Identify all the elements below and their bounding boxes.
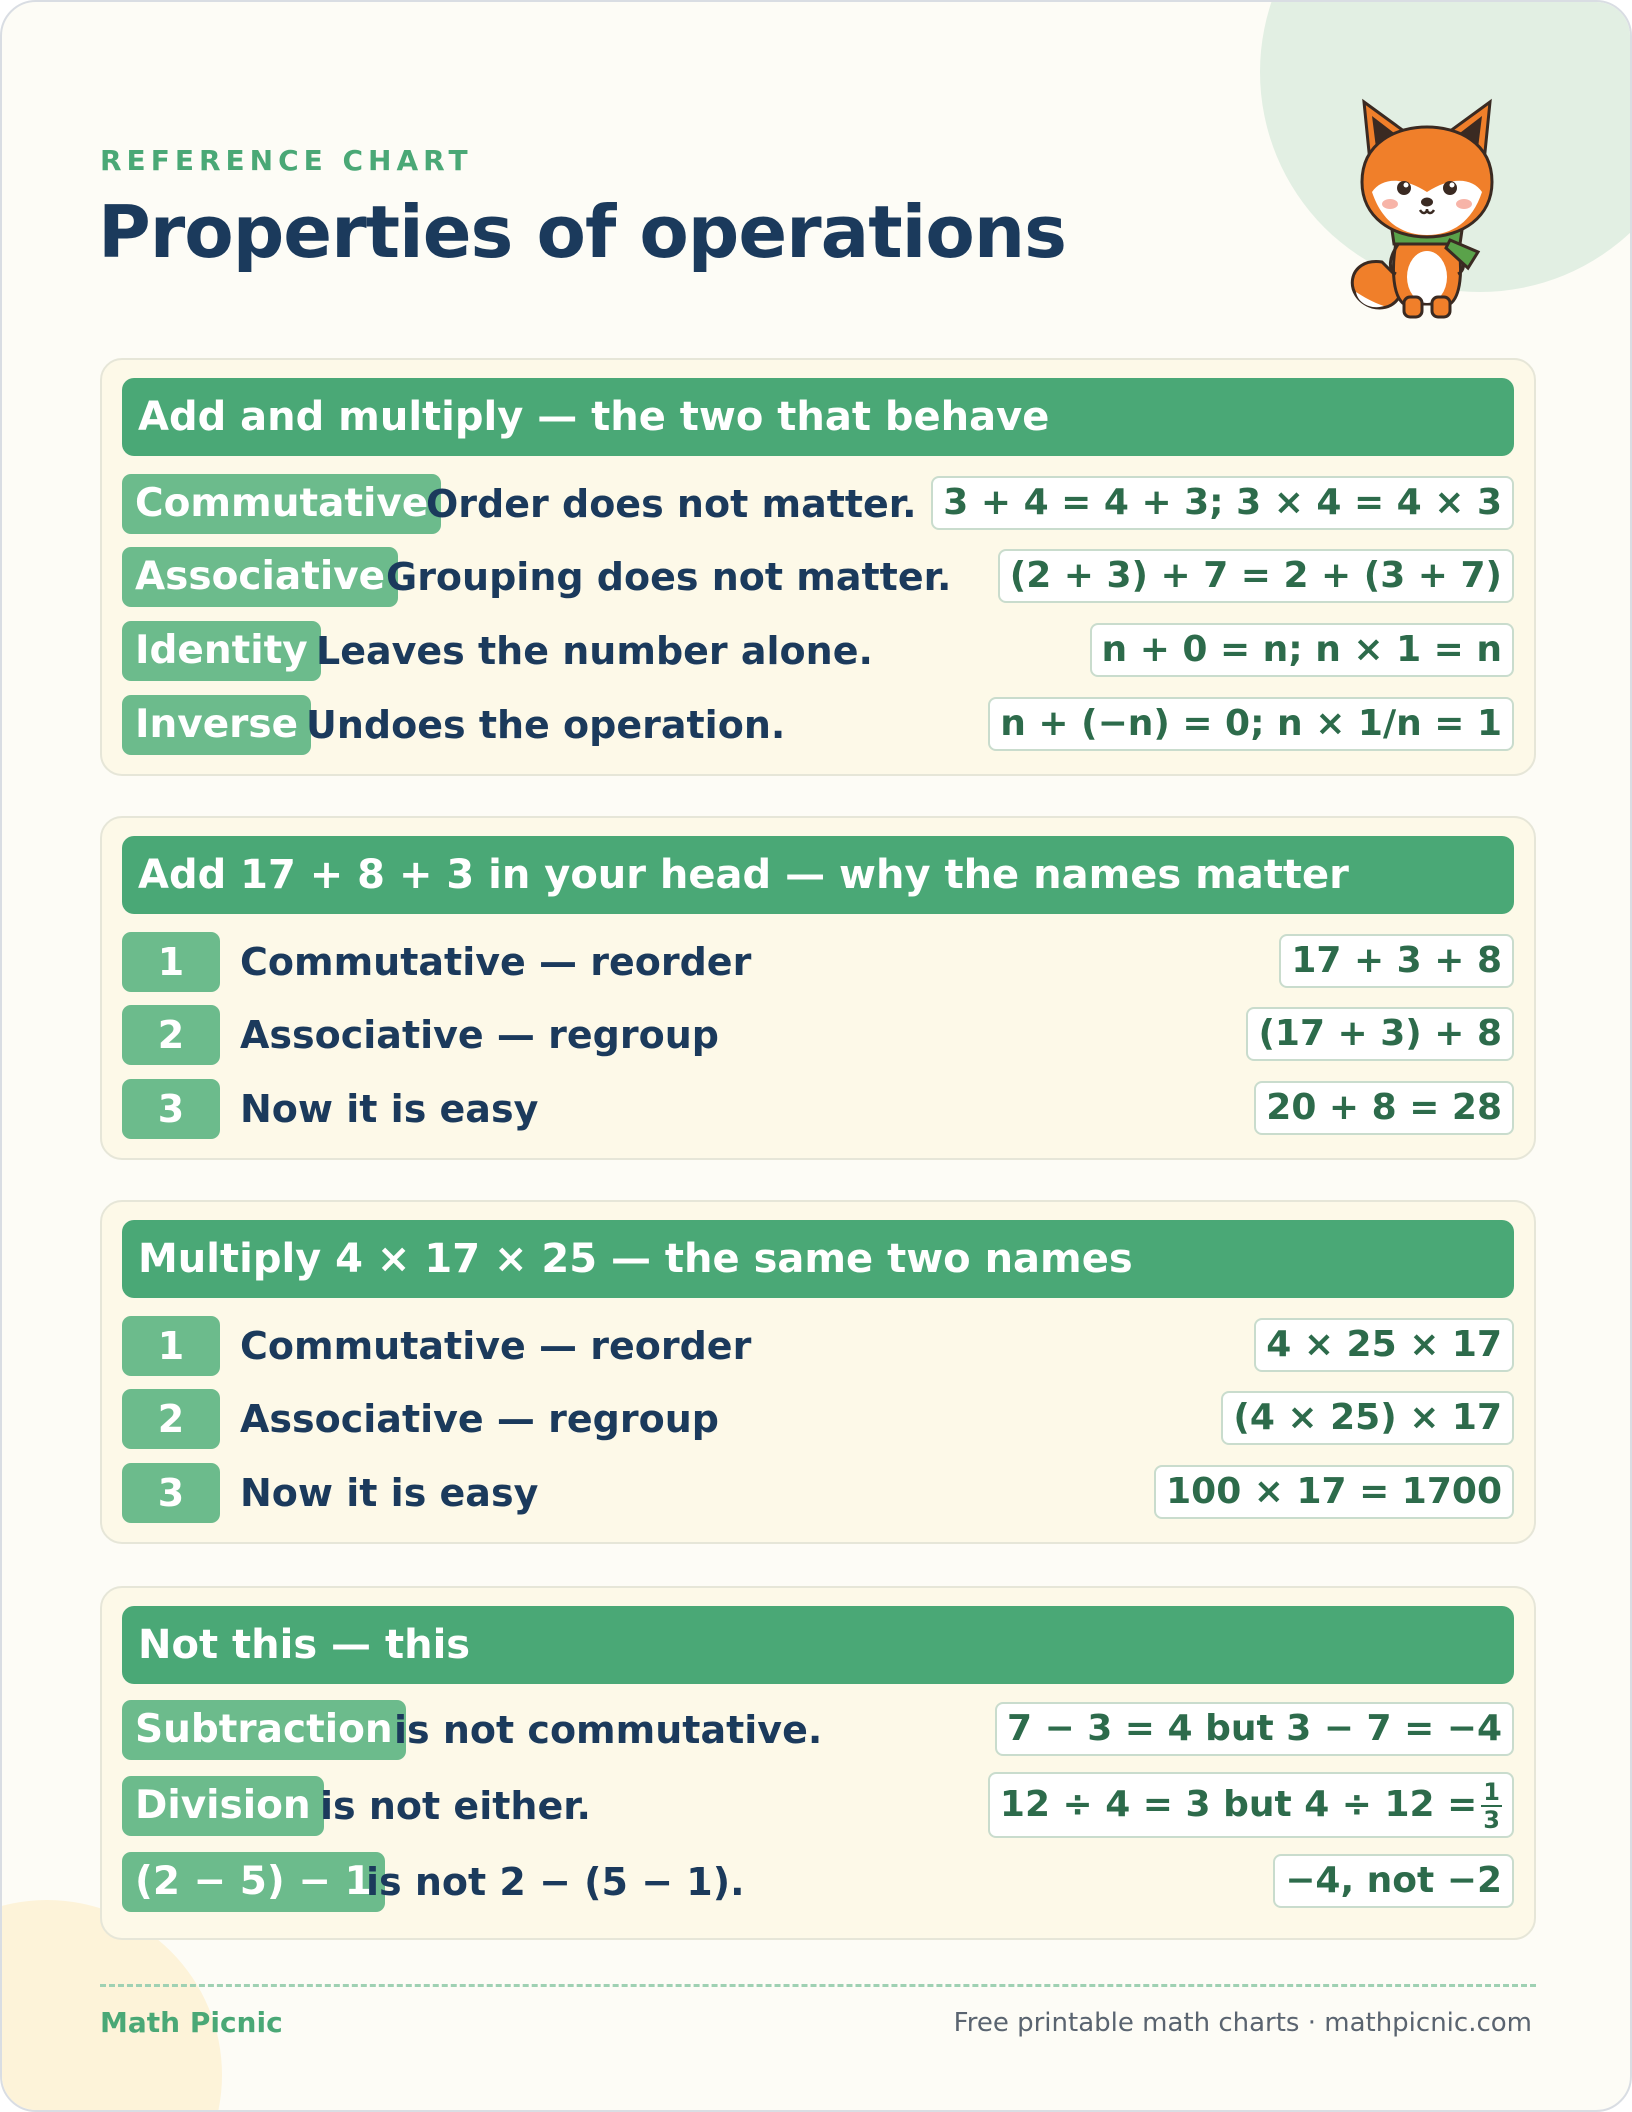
counterexample-tag: Division [122,1776,324,1836]
step-formula: 20 + 8 = 28 [1254,1081,1514,1135]
section-heading: Add and multiply — the two that behave [122,378,1514,456]
step-row [122,1389,1514,1449]
section-card-not-this [100,1586,1536,1940]
counterexample-formula [988,1772,1514,1838]
counterexample-description: is not 2 − (5 − 1). [366,1860,745,1904]
section-card-multiplication-example [100,1200,1536,1544]
step-description: Now it is easy [240,1471,539,1515]
property-description: Undoes the operation. [306,703,786,747]
step-row [122,1316,1514,1376]
step-description: Associative — regroup [240,1013,719,1057]
step-row [122,932,1514,992]
footer-brand: Math Picnic [100,2006,283,2039]
property-tag: Associative [122,547,398,607]
step-number: 2 [122,1389,220,1449]
property-row-commutative [122,474,1514,534]
step-row [122,1005,1514,1065]
step-number: 3 [122,1079,220,1139]
eyebrow-label: REFERENCE CHART [100,144,473,177]
section-heading: Not this — this [122,1606,1514,1684]
step-number: 2 [122,1005,220,1065]
property-formula: n + (−n) = 0; n × 1/n = 1 [988,697,1514,751]
counterexample-description: is not either. [320,1784,591,1828]
page-title: Properties of operations [98,190,1066,274]
property-formula: (2 + 3) + 7 = 2 + (3 + 7) [998,549,1514,603]
property-formula: 3 + 4 = 4 + 3; 3 × 4 = 4 × 3 [931,476,1514,530]
property-row-associative [122,547,1514,607]
step-number: 1 [122,1316,220,1376]
fraction-numerator: 1 [1483,1778,1500,1806]
fraction-one-third [1481,1779,1502,1833]
step-description: Associative — regroup [240,1397,719,1441]
counterexample-row-subtraction [122,1700,1514,1760]
step-formula: (17 + 3) + 8 [1246,1007,1514,1061]
step-description: Commutative — reorder [240,1324,752,1368]
counterexample-row-division [122,1776,1514,1836]
property-tag: Inverse [122,695,311,755]
counterexample-formula: 7 − 3 = 4 but 3 − 7 = −4 [995,1702,1514,1756]
section-heading: Add 17 + 8 + 3 in your head — why the names matter [122,836,1514,914]
property-tag: Commutative [122,474,441,534]
property-formula: n + 0 = n; n × 1 = n [1090,623,1514,677]
section-card-add-multiply [100,358,1536,776]
counterexample-row-grouping [122,1852,1514,1912]
step-description: Now it is easy [240,1087,539,1131]
counterexample-description: is not commutative. [394,1708,823,1752]
property-row-inverse [122,695,1514,755]
step-number: 3 [122,1463,220,1523]
property-tag: Identity [122,621,321,681]
footer-tagline: Free printable math charts · mathpicnic.com [953,2008,1532,2038]
property-description: Order does not matter. [426,482,917,526]
section-card-addition-example [100,816,1536,1160]
step-row [122,1079,1514,1139]
section-heading: Multiply 4 × 17 × 25 — the same two names [122,1220,1514,1298]
property-description: Grouping does not matter. [386,555,952,599]
counterexample-tag: Subtraction [122,1700,406,1760]
property-row-identity [122,621,1514,681]
footer-divider [100,1984,1536,1987]
counterexample-tag: (2 − 5) − 1 [122,1852,385,1912]
property-description: Leaves the number alone. [316,629,873,673]
step-formula: (4 × 25) × 17 [1221,1391,1514,1445]
step-formula: 100 × 17 = 1700 [1154,1465,1514,1519]
counterexample-formula: −4, not −2 [1273,1854,1514,1908]
step-formula: 17 + 3 + 8 [1279,934,1514,988]
formula-text: 12 ÷ 4 = 3 but 4 ÷ 12 = [999,1784,1478,1825]
step-description: Commutative — reorder [240,940,752,984]
step-number: 1 [122,932,220,992]
fraction-denominator: 3 [1483,1806,1500,1834]
step-row [122,1463,1514,1523]
fox-mascot-icon [1342,92,1512,322]
step-formula: 4 × 25 × 17 [1254,1318,1514,1372]
